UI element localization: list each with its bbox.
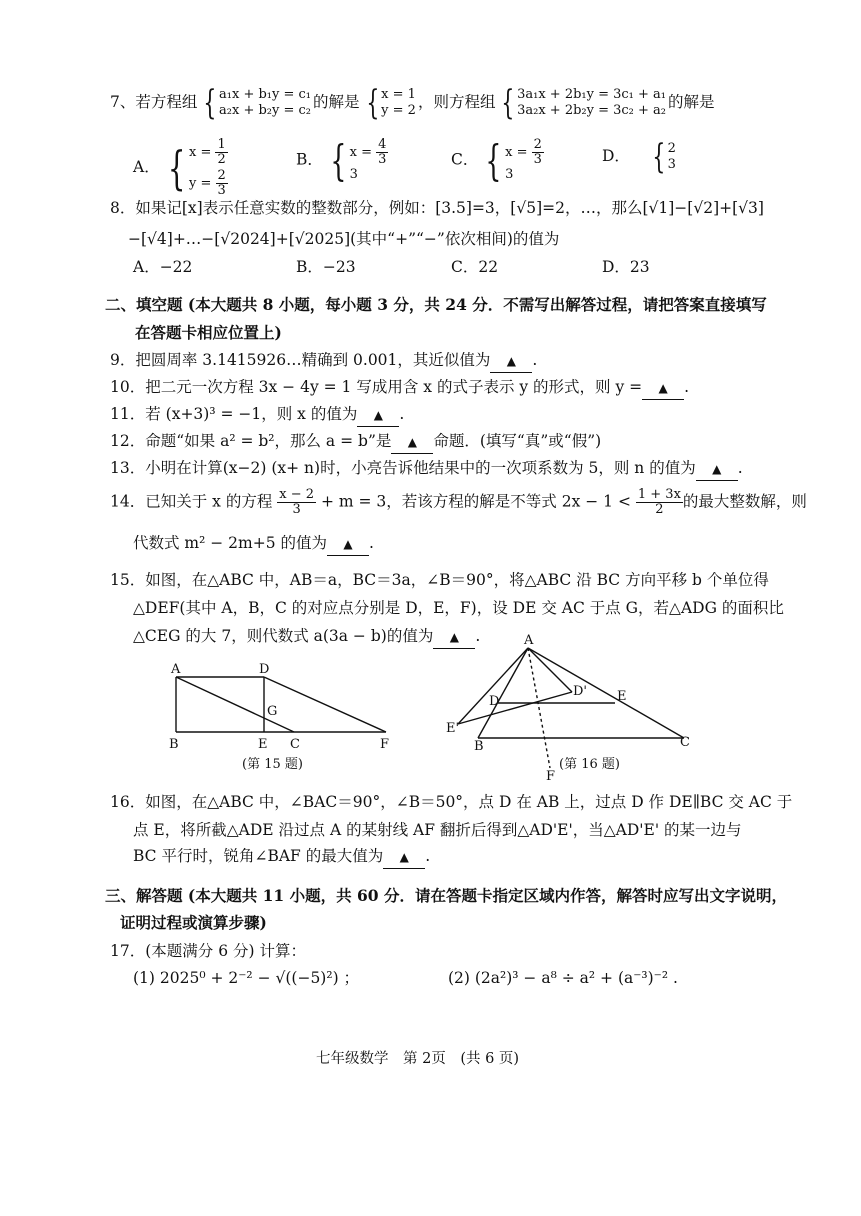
segment-ac bbox=[528, 648, 684, 738]
q8-line-1: 8．如果记[x]表示任意实数的整数部分，例如：[3.5]=3，[√5]=2，…，那么[√1]−[√2]+[√3] bbox=[110, 199, 764, 217]
q16-line-3 bbox=[133, 845, 430, 869]
answer-blank[interactable] bbox=[391, 430, 433, 454]
option-label: D． bbox=[602, 147, 630, 165]
segment-d-prime-e-prime bbox=[458, 692, 572, 724]
q7-eq3: 3a₁x + 2b₁y = 3c₁ + a₁ bbox=[517, 87, 667, 102]
q11-text: 11．若 (x+3)³ = −1，则 x 的值为 bbox=[110, 405, 358, 423]
triangle-icon: ▲ bbox=[712, 462, 722, 476]
fraction-denominator: 2 bbox=[655, 502, 664, 517]
q14-text-a: 14．已知关于 x 的方程 bbox=[110, 492, 273, 511]
q7-text-mid2: ，则方程组 bbox=[417, 93, 496, 111]
option-x: x = $\frac{4}{3}$ bbox=[349, 137, 387, 167]
triangle-icon: ▲ bbox=[343, 537, 353, 551]
page-footer: 七年级数学 第 2页 (共 6 页) bbox=[316, 1051, 520, 1067]
figure-15-caption: (第 15 题) bbox=[242, 757, 303, 772]
frac-two-thirds: $\frac{2}{3}$ bbox=[217, 168, 226, 198]
figure-16 bbox=[440, 632, 700, 782]
option-y: y = $\frac{2}{3}$ bbox=[188, 168, 226, 198]
triangle-icon: ▲ bbox=[373, 408, 383, 422]
frac-two-thirds-c: $\frac{2}{3}$ bbox=[533, 137, 542, 167]
q8-line-2: −[√4]+…−[√2024]+[√2025](其中“+”“−”依次相间)的值为 bbox=[128, 230, 560, 248]
q7-option-c bbox=[451, 135, 546, 185]
fraction-numerator: 1 + 3x bbox=[637, 487, 681, 502]
frac-half: $\frac{1}{2}$ bbox=[217, 137, 226, 167]
answer-blank[interactable] bbox=[383, 845, 425, 869]
q7-stem bbox=[110, 83, 715, 123]
q12-text: 12．命题“如果 a² = b²，那么 a = b”是 bbox=[110, 432, 392, 450]
triangle-icon: ▲ bbox=[449, 630, 459, 644]
segment-df bbox=[264, 677, 386, 732]
q15-text-line3: △CEG 的大 7，则代数式 a(3a − b)的值为 bbox=[133, 627, 434, 645]
q15-end: . bbox=[475, 627, 481, 645]
triangle-icon: ▲ bbox=[506, 354, 517, 368]
q8-option-b: B．−23 bbox=[296, 258, 356, 276]
q8-option-c: C．22 bbox=[451, 258, 499, 276]
q12 bbox=[110, 430, 601, 454]
q8-option-a: A．−22 bbox=[133, 258, 193, 276]
q11-end: . bbox=[399, 405, 405, 423]
triangle-icon: ▲ bbox=[658, 381, 668, 395]
label-d: D bbox=[259, 662, 270, 677]
q14-fraction-2 bbox=[636, 488, 683, 517]
label-d: D bbox=[489, 694, 500, 709]
q10 bbox=[110, 376, 689, 400]
label-b: B bbox=[474, 739, 484, 754]
label-e-prime: E' bbox=[446, 721, 460, 736]
q7-text-end: 的解是 bbox=[668, 93, 715, 111]
q9-text: 9．把圆周率 3.1415926…精确到 0.001，其近似值为 bbox=[110, 351, 491, 369]
section-2-heading: 二、填空题 (本大题共 8 小题，每小题 3 分，共 24 分．不需写出解答过程，请把答案直接填写 bbox=[105, 295, 767, 314]
q16-end: . bbox=[425, 847, 431, 865]
q14-fraction-1 bbox=[277, 488, 316, 517]
q15-line-1: 15．如图，在△ABC 中，AB＝a，BC＝3a，∠B＝90°，将△ABC 沿 BC 方向平移 b 个单位得 bbox=[110, 571, 769, 589]
q9 bbox=[110, 349, 537, 373]
label-c: C bbox=[680, 735, 690, 750]
section-3-heading: 三、解答题 (本大题共 11 小题，共 60 分．请在答题卡指定区域内作答，解答时应写出文字说明， bbox=[105, 886, 787, 905]
q15-line-2: △DEF(其中 A，B，C 的对应点分别是 D，E，F)，设 DE 交 AC 于点 G，若△ADG 的面积比 bbox=[133, 599, 784, 617]
option-label: A． bbox=[133, 158, 160, 176]
option-system: { 2 3 bbox=[652, 137, 676, 177]
q7-sol-y: y = 2 bbox=[381, 103, 416, 118]
fraction-denominator: 3 bbox=[292, 502, 301, 517]
q14-end: . bbox=[369, 534, 374, 552]
option-y: 3 bbox=[667, 157, 676, 172]
option-x: x = $\frac{2}{3}$ bbox=[505, 137, 542, 167]
option-label: C． bbox=[451, 150, 479, 169]
q15-line-3 bbox=[133, 625, 480, 649]
label-e: E bbox=[617, 689, 627, 704]
answer-blank[interactable] bbox=[327, 532, 369, 556]
q17-part-1: (1) 2025⁰ + 2⁻² − √((−5)²) ； bbox=[133, 969, 360, 987]
q17-heading: 17．(本题满分 6 分) 计算： bbox=[110, 942, 306, 960]
triangle-icon: ▲ bbox=[407, 435, 417, 449]
segment-ab bbox=[478, 648, 528, 738]
q14-line-2 bbox=[133, 532, 374, 556]
q10-text: 10．把二元一次方程 3x − 4y = 1 写成用含 x 的式子表示 y 的形式，则 y = bbox=[110, 378, 643, 396]
q7-option-a bbox=[133, 138, 230, 198]
label-d-prime: D' bbox=[573, 684, 587, 699]
q12-end: 命题．(填写“真”或“假”) bbox=[433, 432, 602, 450]
q8-option-d: D．23 bbox=[602, 258, 650, 276]
label-b: B bbox=[169, 737, 179, 752]
option-y: 3 bbox=[349, 167, 358, 182]
figure-15 bbox=[160, 660, 400, 780]
q7-system-1: { a₁x + b₁y = c₁ a₂x + b₂y = c₂ bbox=[203, 83, 311, 123]
q7-text-mid: 的解是 bbox=[313, 93, 360, 111]
q14-text-b: + m = 3，若该方程的解是不等式 2x − 1 < bbox=[320, 492, 631, 511]
label-f: F bbox=[546, 769, 556, 782]
q10-end: . bbox=[684, 378, 690, 396]
option-y: 3 bbox=[505, 167, 514, 182]
label-e: E bbox=[258, 737, 268, 752]
q16-line-1: 16．如图，在△ABC 中，∠BAC＝90°，∠B＝50°，点 D 在 AB 上，过点 D 作 DE∥BC 交 AC 于 bbox=[110, 793, 793, 811]
segment-ae-prime bbox=[458, 648, 528, 724]
option-x: 2 bbox=[667, 141, 676, 156]
q9-end: . bbox=[532, 351, 538, 369]
label-a: A bbox=[524, 633, 534, 648]
q7-option-b bbox=[296, 135, 390, 185]
answer-blank[interactable] bbox=[696, 457, 738, 481]
option-x: x = $\frac{1}{2}$ bbox=[188, 137, 226, 167]
q7-solution-1: { x = 1 y = 2 bbox=[365, 83, 416, 123]
q14-text-c: 的最大整数解，则 bbox=[682, 492, 807, 511]
figure-16-caption: (第 16 题) bbox=[559, 757, 620, 772]
q13 bbox=[110, 457, 743, 481]
q14-line-1 bbox=[110, 488, 807, 517]
q17-part-2: (2) (2a²)³ − a⁸ ÷ a² + (a⁻³)⁻² . bbox=[448, 969, 678, 987]
label-f: F bbox=[380, 737, 390, 752]
q7-eq4: 3a₂x + 2b₂y = 3c₂ + a₂ bbox=[517, 103, 667, 118]
section-3-heading-cont: 证明过程或演算步骤) bbox=[120, 913, 267, 932]
q7-option-d bbox=[602, 137, 678, 177]
q7-system-2: { 3a₁x + 2b₁y = 3c₁ + a₁ 3a₂x + 2b₂y = 3c₂ + a₂ bbox=[501, 83, 667, 123]
label-g: G bbox=[267, 704, 278, 719]
option-system: { x = $\frac{1}{2}$ y = $\frac{2}{3}$ bbox=[167, 137, 226, 198]
answer-blank[interactable] bbox=[357, 403, 399, 427]
q14-text-line2: 代数式 m² − 2m+5 的值为 bbox=[133, 534, 328, 552]
q7-eq2: a₂x + b₂y = c₂ bbox=[219, 103, 311, 118]
q16-line-2: 点 E，将所截△ADE 沿过点 A 的某射线 AF 翻折后得到△AD'E'，当△AD'E' 的某一边与 bbox=[133, 821, 742, 839]
q16-text-line3: BC 平行时，锐角∠BAF 的最大值为 bbox=[133, 847, 384, 865]
option-label: B． bbox=[296, 150, 323, 169]
q11 bbox=[110, 403, 404, 427]
section-2-heading-cont: 在答题卡相应位置上) bbox=[135, 323, 282, 342]
q13-end: . bbox=[737, 459, 743, 477]
q7-sol-x: x = 1 bbox=[381, 87, 416, 102]
answer-blank[interactable] bbox=[490, 349, 532, 373]
q13-text: 13．小明在计算(x−2) (x+ n)时，小亮告诉他结果中的一次项系数为 5，则 n 的值为 bbox=[110, 459, 696, 477]
label-c: C bbox=[290, 737, 300, 752]
label-a: A bbox=[171, 662, 181, 677]
q7-eq1: a₁x + b₁y = c₁ bbox=[219, 87, 311, 102]
fraction-numerator: x − 2 bbox=[279, 487, 315, 502]
option-system: { x = $\frac{4}{3}$ 3 bbox=[330, 135, 387, 185]
triangle-icon: ▲ bbox=[399, 850, 409, 864]
frac-four-thirds: $\frac{4}{3}$ bbox=[378, 137, 387, 167]
answer-blank[interactable] bbox=[642, 376, 684, 400]
q7-text-a: 7、若方程组 bbox=[110, 93, 198, 111]
option-system: { x = $\frac{2}{3}$ 3 bbox=[485, 135, 542, 185]
